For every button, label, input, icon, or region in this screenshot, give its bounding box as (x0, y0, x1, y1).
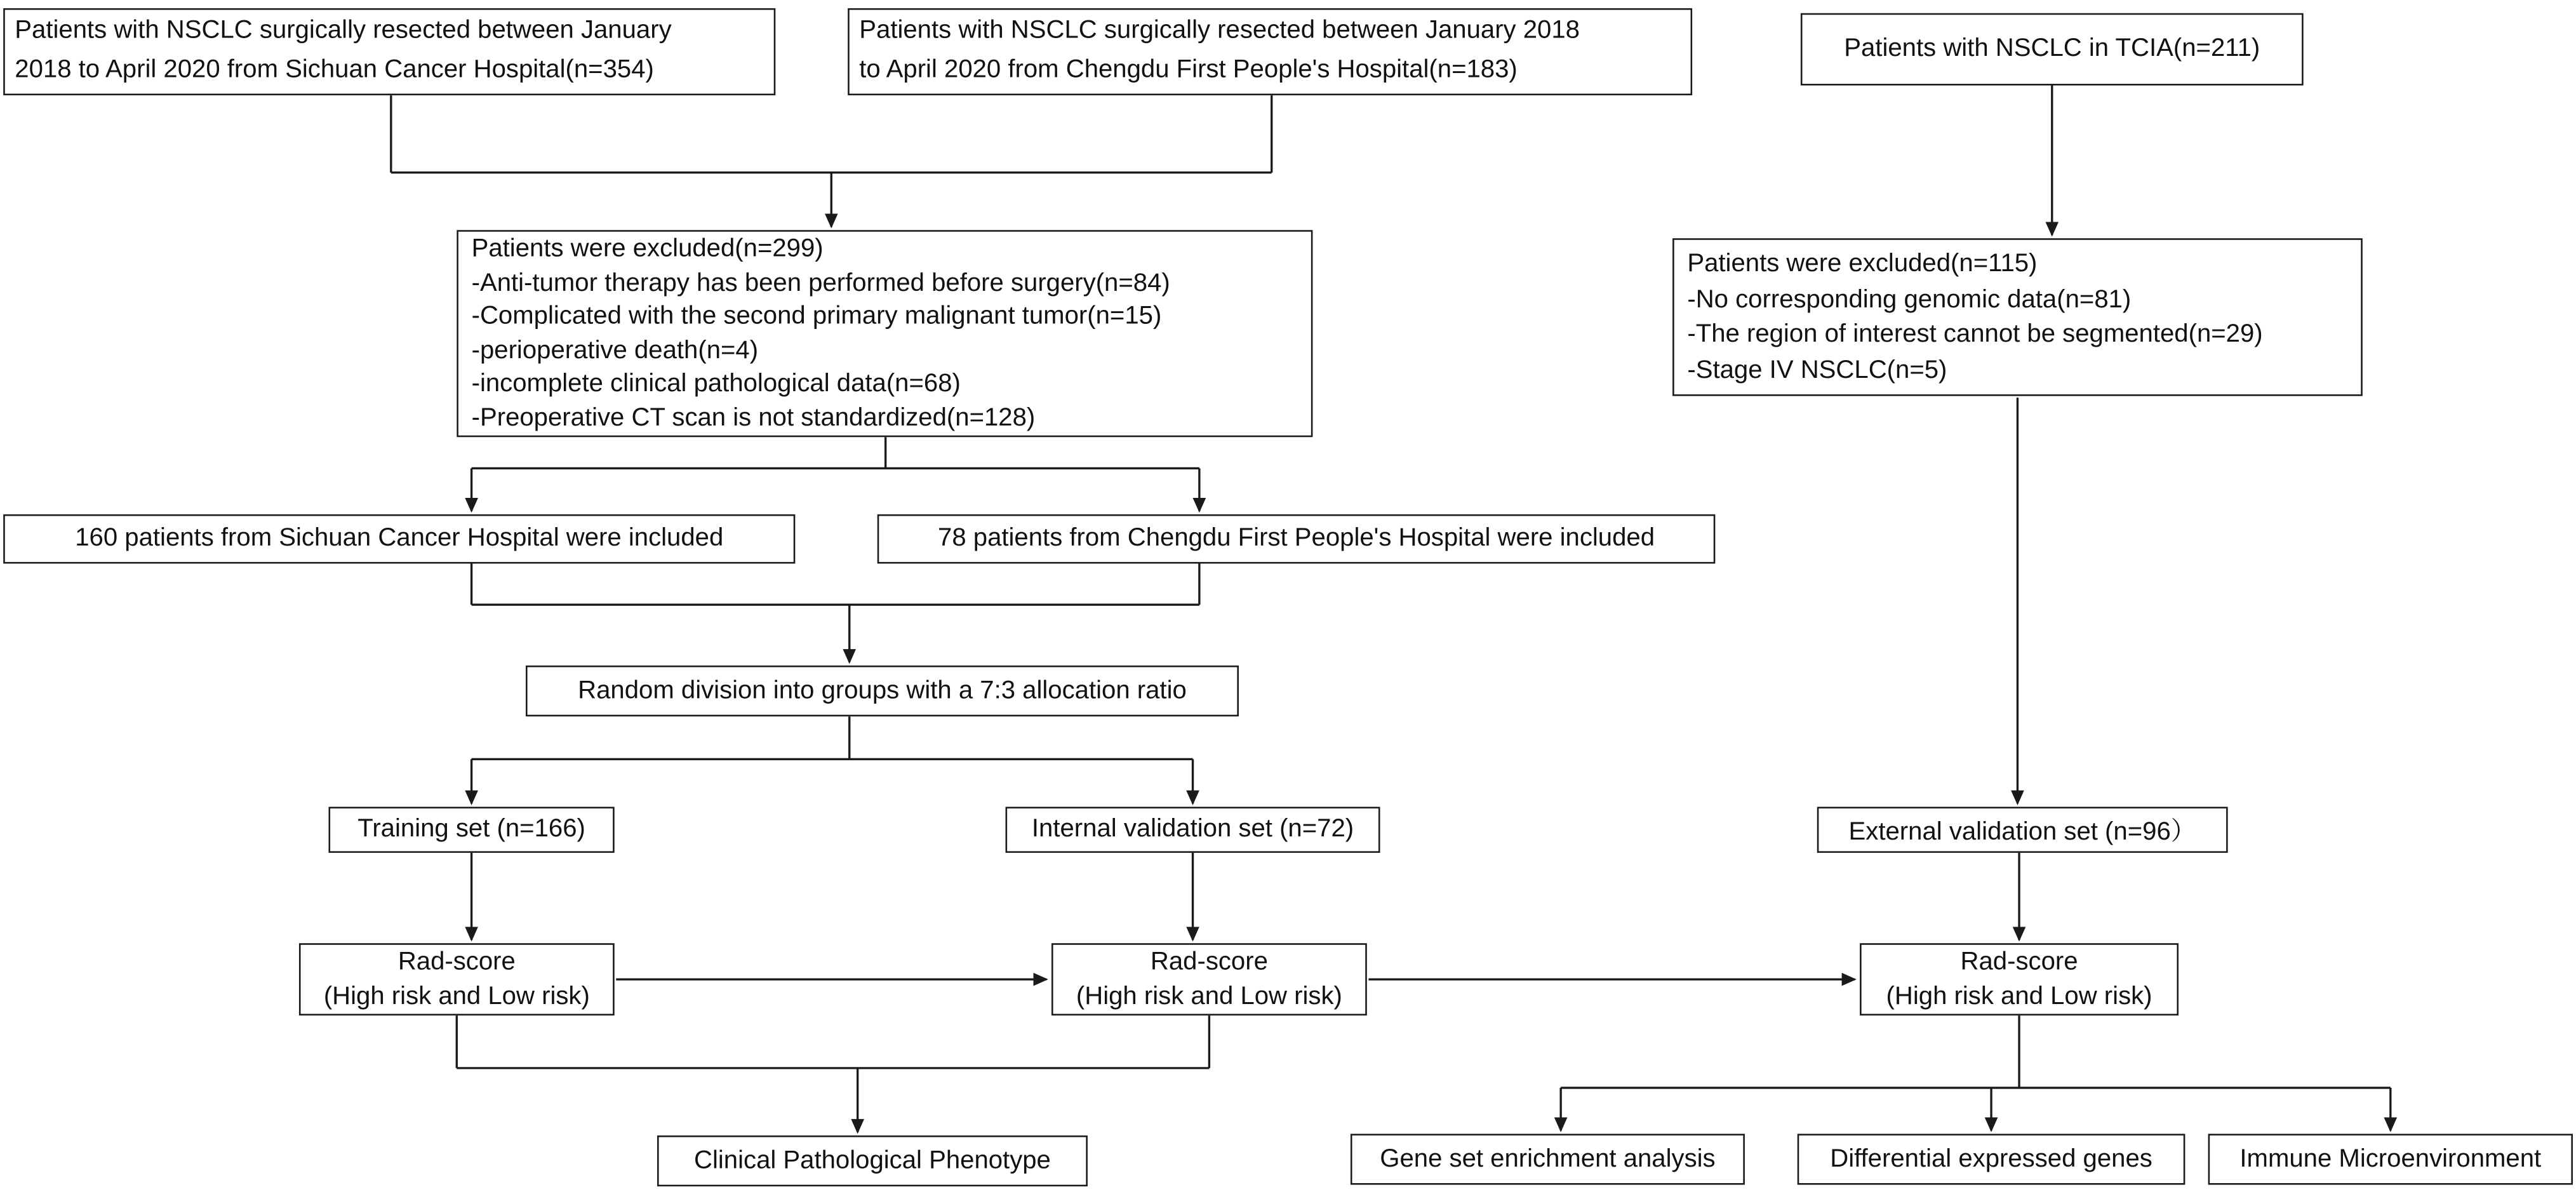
excluded-item: -incomplete clinical pathological data(n=68) (471, 370, 961, 399)
excluded-title: Patients were excluded(n=115) (1687, 250, 2038, 278)
node-immune-microenvironment (2208, 1134, 2573, 1184)
node-internal-validation-set (1006, 807, 1380, 852)
node-text: 78 patients from Chengdu First People's Hospital were included (938, 524, 1655, 552)
node-text-line: Rad-score (397, 948, 516, 976)
node-text-line: to April 2020 from Chengdu First People's Hospital(n=183) (859, 55, 1518, 84)
node-included-sichuan (3, 514, 795, 564)
excluded-item: -Complicated with the second primary malignant tumor(n=15) (471, 302, 1162, 331)
node-text-line: (High risk and Low risk) (1076, 982, 1342, 1011)
excluded-title: Patients were excluded(n=299) (471, 235, 824, 263)
node-radscore-external (1860, 943, 2179, 1015)
node-clinical-phenotype (657, 1135, 1088, 1186)
node-text: Patients with NSCLC in TCIA(n=211) (1844, 34, 2260, 63)
node-text: Differential expressed genes (1830, 1144, 2152, 1173)
node-radscore-training (299, 943, 615, 1015)
node-deg (1798, 1134, 2186, 1184)
split-line-analyses (1561, 1015, 2391, 1088)
excluded-item: -Preoperative CT scan is not standardized(n=128) (471, 404, 1036, 432)
merge-line-sources (391, 95, 1272, 173)
node-text-line: Patients with NSCLC surgically resected between January (15, 16, 672, 44)
node-source-tcia (1801, 13, 2304, 86)
excluded-item: -perioperative death(n=4) (471, 336, 759, 365)
node-gsea (1351, 1134, 1745, 1184)
node-training-set (329, 807, 615, 852)
node-text: Immune Microenvironment (2239, 1144, 2542, 1173)
node-text: Internal validation set (n=72) (1031, 815, 1354, 843)
node-text: Training set (n=166) (357, 815, 585, 843)
node-text-line: Rad-score (1960, 948, 2078, 976)
excluded-item: -No corresponding genomic data(n=81) (1687, 285, 2132, 313)
node-text-line: (High risk and Low risk) (1886, 982, 2152, 1011)
excluded-item: -The region of interest cannot be segmented(n=29) (1687, 320, 2263, 349)
node-source-sichuan (3, 8, 775, 95)
node-random-division (526, 666, 1239, 716)
node-text: Random division into groups with a 7:3 allocation ratio (578, 676, 1187, 704)
node-text: 160 patients from Sichuan Cancer Hospital were included (75, 524, 724, 552)
node-excluded-left (457, 230, 1312, 437)
node-text-line: Patients with NSCLC surgically resected between January 2018 (859, 16, 1580, 44)
excluded-item: -Stage IV NSCLC(n=5) (1687, 356, 1947, 384)
merge-line-included (472, 564, 1199, 605)
split-line-included (472, 437, 1199, 468)
node-text-line: (High risk and Low risk) (323, 982, 590, 1011)
node-text: Gene set enrichment analysis (1380, 1144, 1716, 1173)
node-text: External validation set (n=96） (1848, 818, 2196, 847)
node-radscore-internal (1051, 943, 1367, 1015)
split-line-sets (472, 716, 1193, 759)
node-included-chengdu (878, 514, 1716, 564)
node-text-line: Rad-score (1150, 948, 1268, 976)
node-external-validation-set (1817, 807, 2228, 852)
node-source-chengdu (848, 8, 1692, 95)
node-text: Clinical Pathological Phenotype (694, 1146, 1051, 1174)
node-text-line: 2018 to April 2020 from Sichuan Cancer Hospital(n=354) (15, 55, 654, 84)
merge-line-radscore (457, 1015, 1209, 1068)
node-excluded-right (1672, 238, 2363, 396)
excluded-item: -Anti-tumor therapy has been performed before surgery(n=84) (471, 269, 1170, 297)
